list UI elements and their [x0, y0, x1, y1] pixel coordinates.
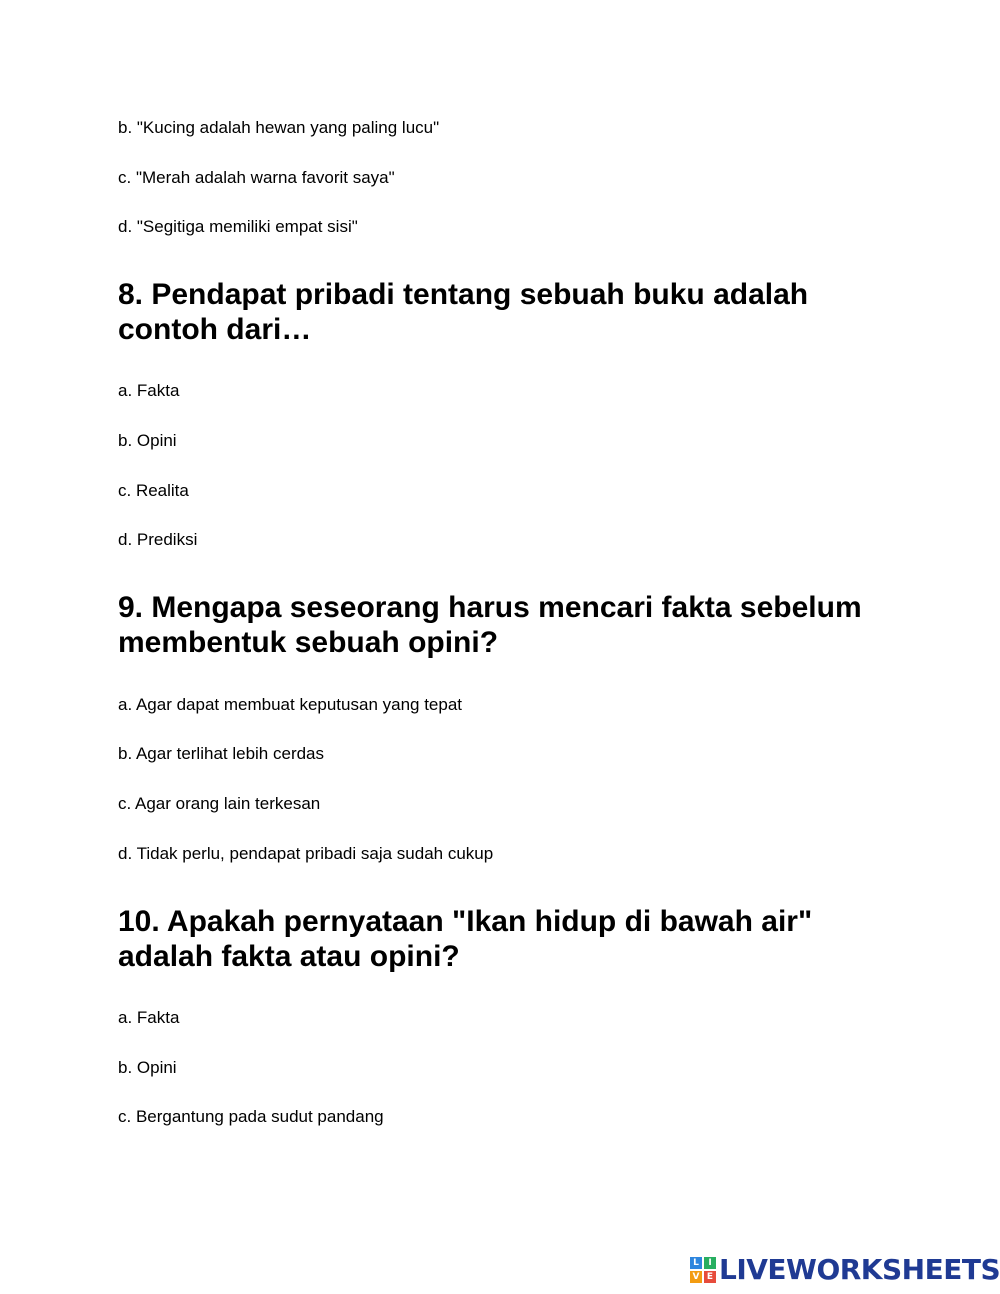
question-9-title: 9. Mengapa seseorang harus mencari fakta sebelum membentuk sebuah opini? — [118, 591, 862, 659]
q8-option-c: c. Realita — [118, 481, 189, 500]
q10-option-c: c. Bergantung pada sudut pandang — [118, 1107, 384, 1126]
q9-option-a: a. Agar dapat membuat keputusan yang tepat — [118, 695, 463, 714]
q9-option-b: b. Agar terlihat lebih cerdas — [118, 744, 325, 763]
question-8-title: 8. Pendapat pribadi tentang sebuah buku adalah contoh dari… — [118, 278, 809, 346]
q7-option-c: c. "Merah adalah warna favorit saya" — [118, 168, 395, 187]
q7-option-d: d. "Segitiga memiliki empat sisi" — [118, 217, 358, 236]
live-logo-icon — [690, 1257, 716, 1283]
question-10-title: 10. Apakah pernyataan "Ikan hidup di bawah air" adalah fakta atau opini? — [118, 905, 813, 973]
brand-text: LIVEWORKSHEETS — [719, 1253, 1000, 1286]
logo-cell-e: E — [704, 1271, 716, 1283]
logo-cell-i: I — [704, 1257, 716, 1269]
logo-cell-v: V — [690, 1271, 702, 1283]
liveworksheets-logo — [690, 1254, 1000, 1286]
q7-option-b: b. "Kucing adalah hewan yang paling lucu" — [118, 118, 440, 137]
q10-option-b: b. Opini — [118, 1058, 177, 1077]
q9-option-c: c. Agar orang lain terkesan — [118, 794, 321, 813]
q8-option-d: d. Prediksi — [118, 530, 198, 549]
q8-option-a: a. Fakta — [118, 381, 180, 400]
logo-cell-l: L — [690, 1257, 702, 1269]
q10-option-a: a. Fakta — [118, 1008, 180, 1027]
q8-option-b: b. Opini — [118, 431, 177, 450]
q9-option-d: d. Tidak perlu, pendapat pribadi saja sudah cukup — [118, 844, 494, 863]
